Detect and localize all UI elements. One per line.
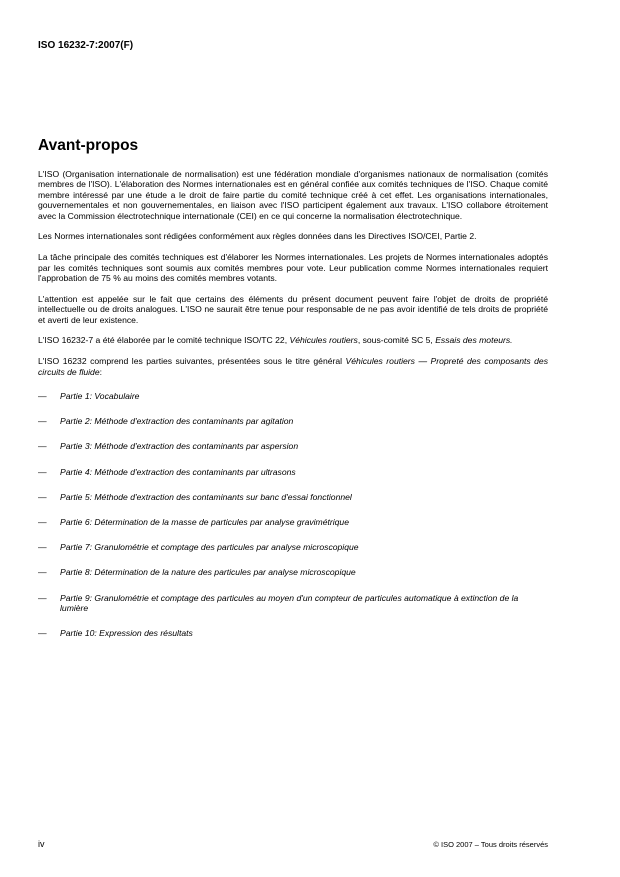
text-segment: , sous-comité SC 5,	[357, 335, 436, 346]
list-item-text: Partie 5: Méthode d'extraction des contaminants sur banc d'essai fonctionnel	[60, 491, 352, 502]
list-item-text: Partie 4: Méthode d'extraction des contaminants par ultrasons	[60, 466, 296, 477]
page-number: iv	[38, 839, 45, 849]
copyright-notice: © ISO 2007 – Tous droits réservés	[433, 840, 548, 849]
list-item-text: Partie 7: Granulométrie et comptage des particules par analyse microscopique	[60, 542, 359, 553]
paragraph-parts-intro	[38, 356, 548, 377]
dash-bullet: —	[38, 441, 47, 452]
list-item	[38, 593, 548, 614]
list-item	[38, 567, 548, 577]
list-item	[38, 467, 548, 477]
list-item-text: Partie 9: Granulométrie et comptage des particules au moyen d'un compteur de particules automatique à extinction de la lumière	[60, 592, 519, 614]
paragraph-committee	[38, 335, 548, 345]
list-item-text: Partie 3: Méthode d'extraction des contaminants par aspersion	[60, 441, 299, 452]
dash-bullet: —	[38, 391, 47, 402]
list-item-text: Partie 1: Vocabulaire	[60, 391, 140, 402]
list-item	[38, 441, 548, 451]
list-item	[38, 416, 548, 426]
paragraph: La tâche principale des comités techniques est d'élaborer les Normes internationales. Les projets de Normes internationales adoptés par les comités techniques sont soumis aux comités membres pour vote. Leur publication comme Normes internationales requiert l'approbation de 75 % au moins des comités membres votants.	[38, 252, 548, 284]
list-item-text: Partie 8: Détermination de la nature des particules par analyse microscopique	[60, 567, 356, 578]
text-segment: L'ISO 16232-7 a été élaborée par le comité technique ISO/TC 22,	[38, 335, 290, 346]
list-item	[38, 492, 548, 502]
list-item	[38, 628, 548, 638]
list-item-text: Partie 2: Méthode d'extraction des contaminants par agitation	[60, 416, 294, 427]
page-title: Avant-propos	[38, 137, 139, 154]
paragraph: Les Normes internationales sont rédigées conformément aux règles données dans les Directives ISO/CEI, Partie 2.	[38, 231, 477, 242]
dash-bullet: —	[38, 628, 47, 639]
dash-bullet: —	[38, 466, 47, 477]
list-item-text: Partie 10: Expression des résultats	[60, 628, 193, 639]
list-item-text: Partie 6: Détermination de la masse de particules par analyse gravimétrique	[60, 517, 349, 528]
text-segment: :	[99, 366, 103, 377]
list-item	[38, 517, 548, 527]
list-item	[38, 391, 548, 401]
paragraph: L'attention est appelée sur le fait que certains des éléments du présent document peuvent faire l'objet de droits de propriété intellectuelle ou de droits analogues. L'ISO ne saurait être tenue pour responsable de ne pas avoir identifié de tels droits de propriété et averti de leur existence.	[38, 293, 548, 325]
list-item	[38, 542, 548, 552]
dash-bullet: —	[38, 491, 47, 502]
dash-bullet: —	[38, 567, 47, 578]
document-id: ISO 16232-7:2007(F)	[38, 40, 134, 51]
italic-segment: Essais des moteurs.	[435, 335, 513, 346]
italic-segment: Véhicules routiers — Propreté des composants des circuits de fluide	[38, 356, 548, 377]
dash-bullet: —	[38, 542, 47, 553]
parts-list	[38, 391, 548, 639]
paragraph: L'ISO (Organisation internationale de normalisation) est une fédération mondiale d'organismes nationaux de normalisation (comités membres de l'ISO). L'élaboration des Normes internationales est en général confiée aux comités techniques de l'ISO. Chaque comité membre intéressé par une étude a le droit de faire partie du comité technique créé à cet effet. Les organisations internationales, gouvernementales et non gouvernementales, en liaison avec l'ISO participent également aux travaux. L'ISO collabore étroitement avec la Commission électrotechnique internationale (CEI) en ce qui concerne la normalisation électrotechnique.	[38, 169, 548, 221]
italic-segment: Véhicules routiers	[289, 335, 358, 346]
text-segment: L'ISO 16232 comprend les parties suivantes, présentées sous le titre général	[38, 356, 346, 367]
dash-bullet: —	[38, 416, 47, 427]
dash-bullet: —	[38, 517, 47, 528]
foreword-body	[38, 169, 548, 653]
dash-bullet: —	[38, 592, 47, 603]
